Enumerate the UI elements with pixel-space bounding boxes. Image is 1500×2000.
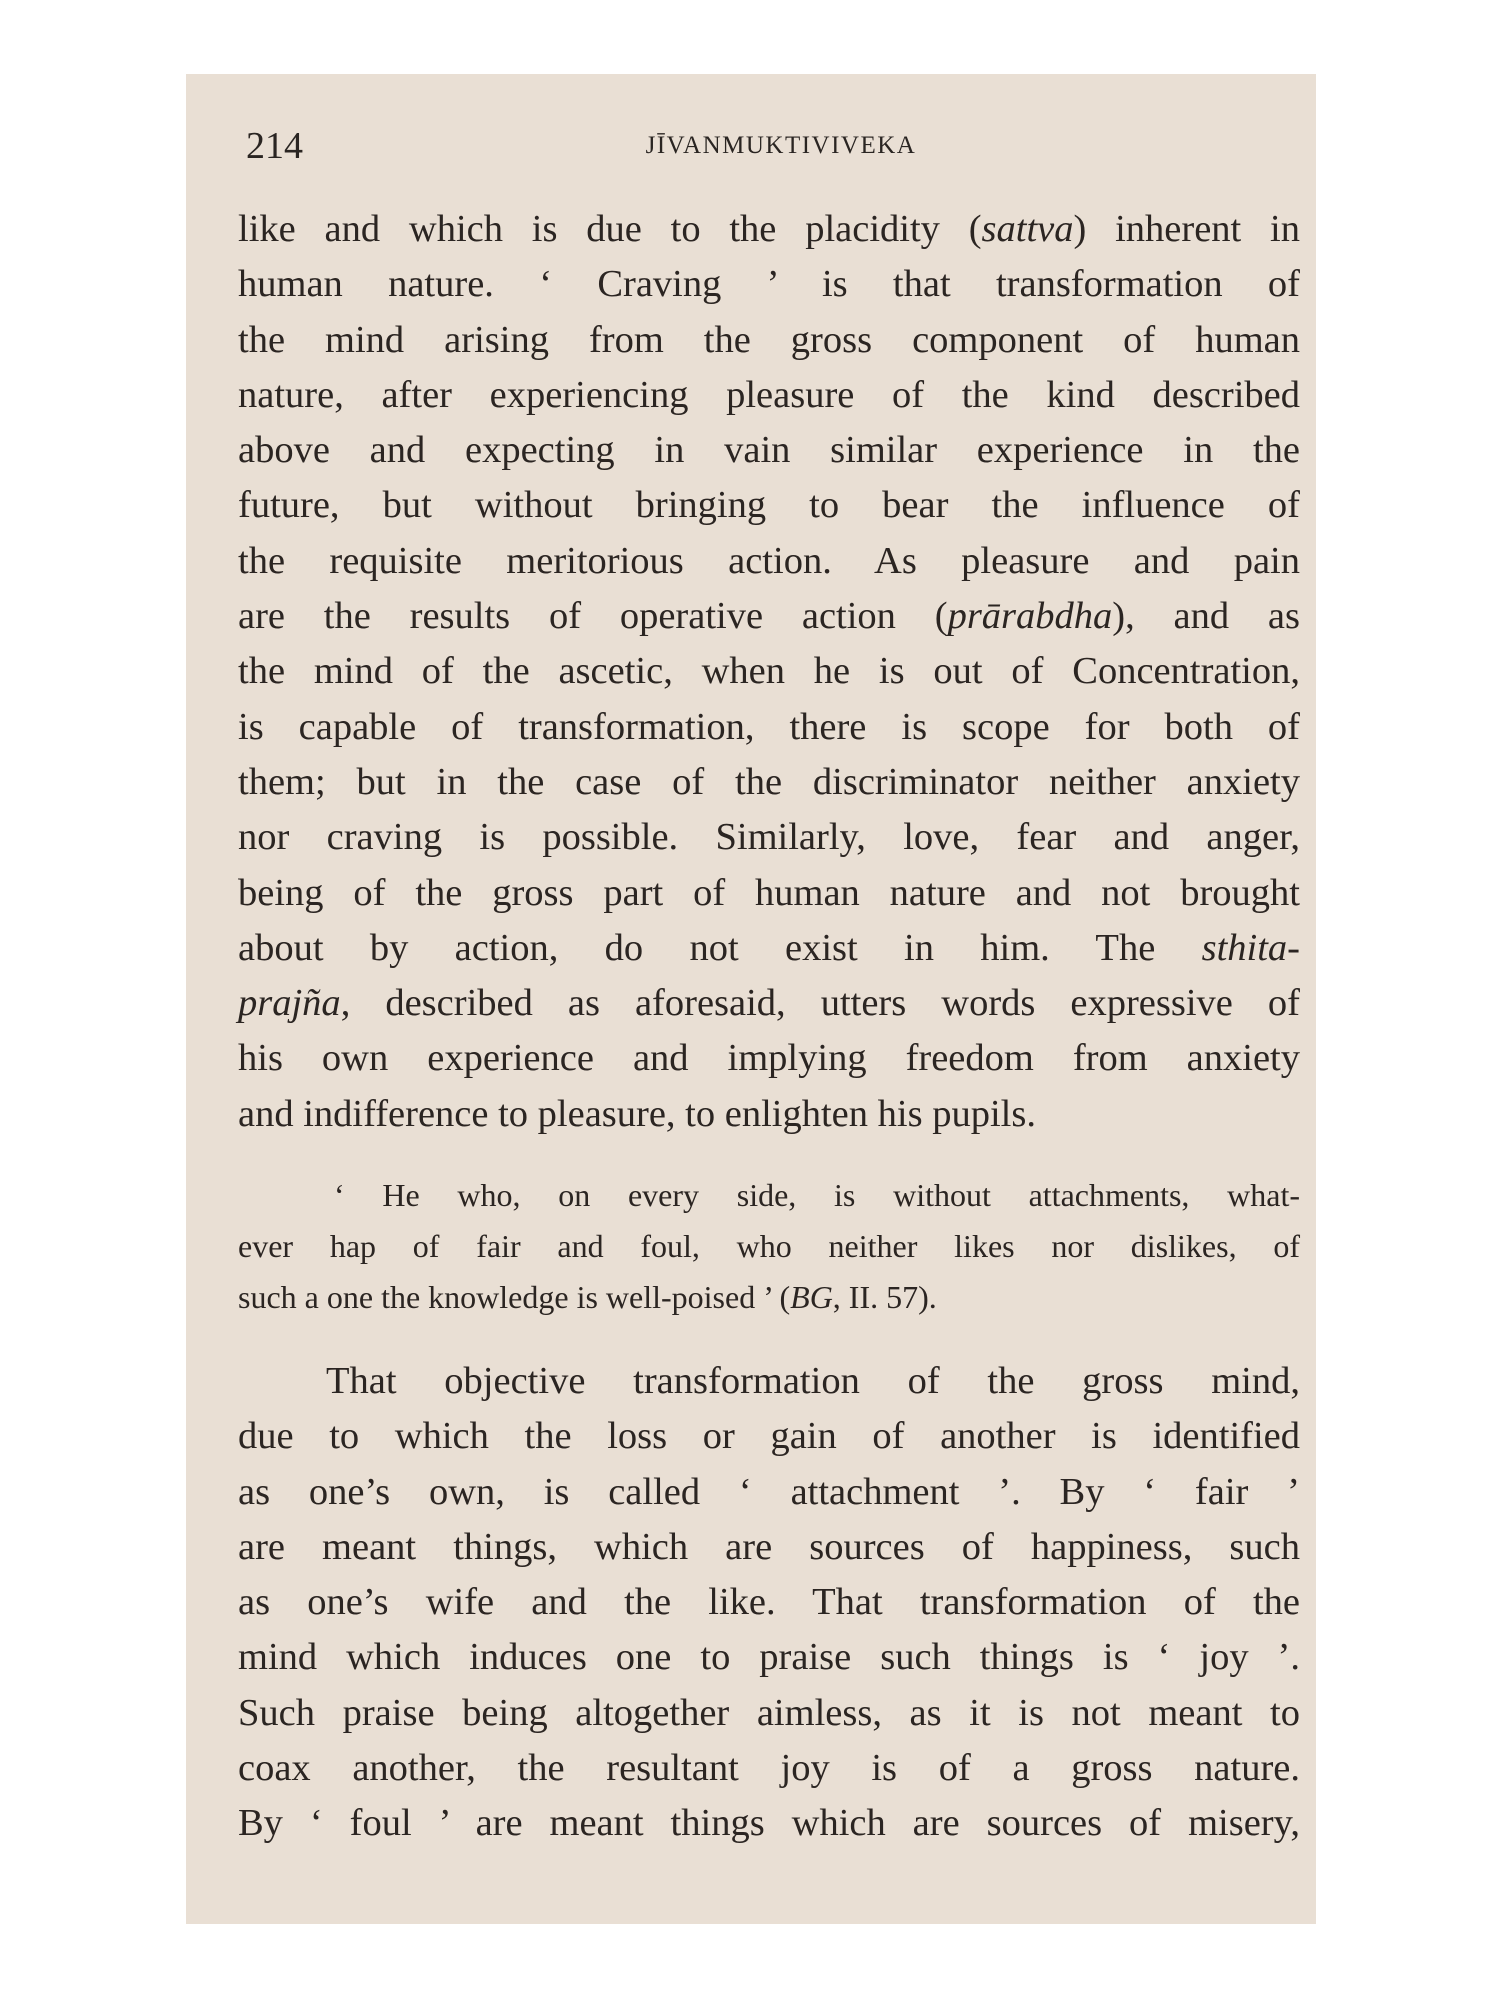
text-line: By ‘ foul ’ are meant things which are sources of misery, [238, 1802, 1300, 1845]
text-line: due to which the loss or gain of another is identified [238, 1415, 1300, 1458]
text-line: as one’s own, is called ‘ attachment ’. By ‘ fair ’ [238, 1470, 1300, 1513]
paragraph-attachment [238, 1354, 1300, 1852]
text-line: the mind of the ascetic, when he is out of Concentration, [238, 650, 1300, 693]
text-line: is capable of transformation, there is scope for both of [238, 705, 1300, 748]
page-header [246, 124, 1256, 174]
text-line: coax another, the resultant joy is of a gross nature. [238, 1747, 1300, 1790]
text-line: human nature. ‘ Craving ’ is that transformation of [238, 263, 1300, 306]
text-line: the requisite meritorious action. As pleasure and pain [238, 539, 1300, 582]
text-line: and indifference to pleasure, to enlighten his pupils. [238, 1092, 1036, 1135]
text-line: like and which is due to the placidity (sattva) inherent in [238, 208, 1300, 250]
text-line: future, but without bringing to bear the influence of [238, 484, 1300, 527]
text-line: Such praise being altogether aimless, as it is not meant to [238, 1691, 1300, 1734]
text-line: being of the gross part of human nature and not brought [238, 871, 1300, 914]
text-line: about by action, do not exist in him. The sthita- [238, 926, 1300, 969]
paragraph-continued [238, 202, 1300, 1142]
text-line: mind which induces one to praise such things is ‘ joy ’. [238, 1636, 1300, 1679]
text-line: That objective transformation of the gross mind, [326, 1360, 1300, 1402]
block-quote [238, 1170, 1300, 1323]
text-line: the mind arising from the gross component of human [238, 318, 1300, 361]
quote-line: ‘ He who, on every side, is without attachments, what- [334, 1177, 1300, 1213]
text-line: are meant things, which are sources of happiness, such [238, 1525, 1300, 1568]
quote-line: such a one the knowledge is well-poised ’ (BG, II. 57). [238, 1279, 937, 1315]
text-line: nor craving is possible. Similarly, love, fear and anger, [238, 816, 1300, 859]
running-head: JĪVANMUKTIVIVEKA [645, 132, 917, 159]
text-line: above and expecting in vain similar experience in the [238, 429, 1300, 472]
text-line: them; but in the case of the discriminator neither anxiety [238, 760, 1300, 803]
quote-line: ever hap of fair and foul, who neither likes nor dislikes, of [238, 1228, 1300, 1264]
text-line: nature, after experiencing pleasure of the kind described [238, 373, 1300, 416]
text-line: prajña, described as aforesaid, utters words expressive of [238, 982, 1300, 1025]
book-page [186, 74, 1316, 1924]
text-line: as one’s wife and the like. That transformation of the [238, 1581, 1300, 1624]
text-line: his own experience and implying freedom from anxiety [238, 1037, 1300, 1080]
text-line: are the results of operative action (prārabdha), and as [238, 595, 1300, 638]
page-number: 214 [246, 125, 303, 167]
